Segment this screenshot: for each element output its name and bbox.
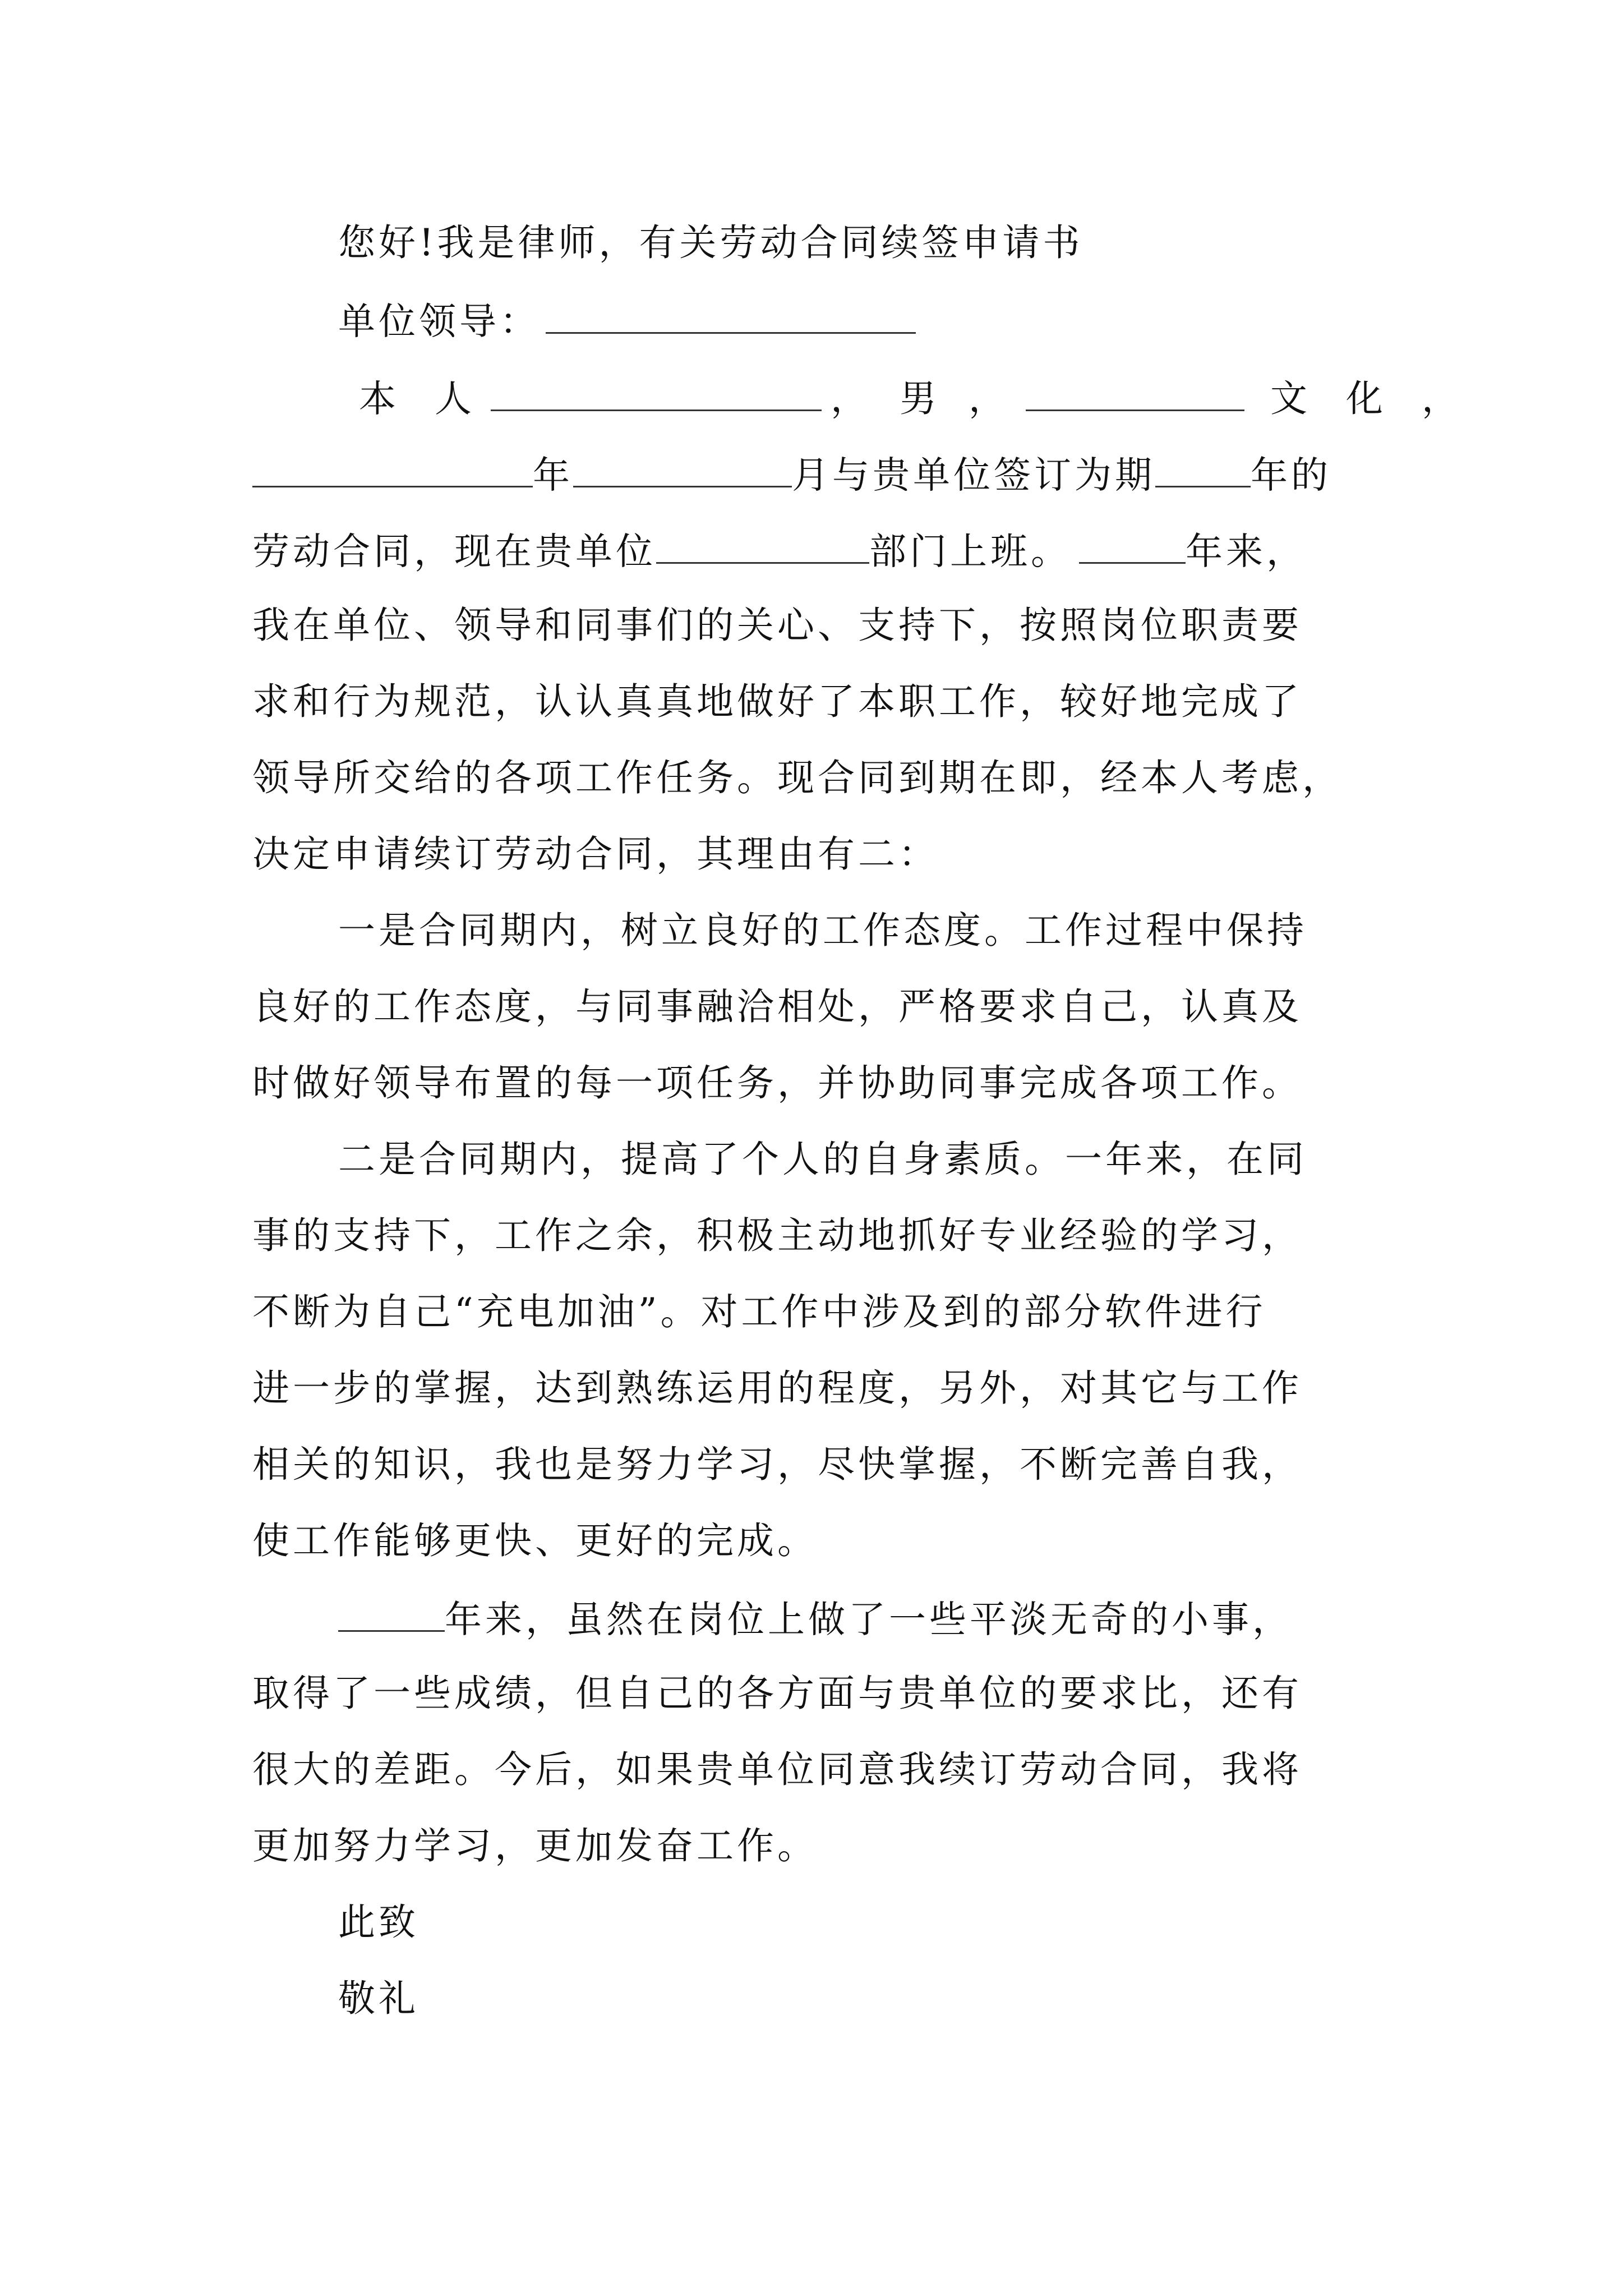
para1-line2 xyxy=(252,453,1331,497)
education-blank xyxy=(1026,378,1244,411)
para2-line2: 良好的工作态度，与同事融洽相处，严格要求自己，认真及 xyxy=(252,985,1302,1028)
para1-line3 xyxy=(252,530,1307,573)
para3-line4: 进一步的掌握，达到熟练运用的程度，另外，对其它与工作 xyxy=(252,1366,1302,1410)
document-title: 您好!我是律师，有关劳动合同续签申请书 xyxy=(338,221,1083,264)
name-blank xyxy=(491,378,822,411)
para3-line5: 相关的知识，我也是努力学习，尽快掌握，不断完善自我， xyxy=(252,1443,1302,1486)
self-label: 本 人 xyxy=(359,377,485,421)
para3-line1: 二是合同期内，提高了个人的自身素质。一年来，在同 xyxy=(338,1138,1307,1181)
years-count-blank-2 xyxy=(338,1599,445,1632)
month-blank xyxy=(573,454,792,487)
para3-line2: 事的支持下，工作之余，积极主动地抓好专业经验的学习， xyxy=(252,1214,1302,1257)
para1-line6: 领导所交给的各项工作任务。现合同到期在即，经本人考虑， xyxy=(252,756,1343,799)
salutation: 单位领导： xyxy=(338,300,540,343)
para1-line7: 决定申请续订劳动合同，其理由有二： xyxy=(252,832,939,876)
department-blank xyxy=(656,531,869,564)
para1-line1 xyxy=(359,377,1472,421)
years-count-blank xyxy=(1079,531,1186,564)
years-since-text: 年来， xyxy=(1186,530,1307,573)
closing-jing-li: 敬礼 xyxy=(338,1977,419,2020)
department-text: 部门上班。 xyxy=(869,530,1071,573)
para4-line4: 更加努力学习，更加发奋工作。 xyxy=(252,1824,818,1867)
years-suffix: 年的 xyxy=(1251,453,1331,497)
para4-line2: 取得了一些成绩，但自己的各方面与贵单位的要求比，还有 xyxy=(252,1672,1302,1715)
para4-line1-text: 年来，虽然在岗位上做了一些平淡无奇的小事， xyxy=(445,1598,1293,1641)
para3-line6: 使工作能够更快、更好的完成。 xyxy=(252,1519,818,1562)
para4-line3: 很大的差距。今后，如果贵单位同意我续订劳动合同，我将 xyxy=(252,1748,1302,1791)
contract-text: 劳动合同，现在贵单位 xyxy=(252,530,656,573)
term-text: 月与贵单位签订为期 xyxy=(792,453,1155,497)
leader-name-blank xyxy=(546,301,916,334)
year-label: 年 xyxy=(533,453,573,497)
year-blank xyxy=(252,454,533,487)
para1-line4: 我在单位、领导和同事们的关心、支持下，按照岗位职责要 xyxy=(252,604,1302,647)
para4-line1 xyxy=(338,1598,1293,1641)
salutation-line xyxy=(338,300,916,343)
para2-line1: 一是合同期内，树立良好的工作态度。工作过程中保持 xyxy=(338,909,1307,952)
para3-line3: 不断为自己“充电加油”。对工作中涉及到的部分软件进行 xyxy=(252,1290,1266,1333)
term-years-blank xyxy=(1155,454,1251,487)
gender-text: ， 男 ， xyxy=(830,377,1016,421)
para1-line5: 求和行为规范，认认真真地做好了本职工作，较好地完成了 xyxy=(252,680,1302,723)
para2-line3: 时做好领导布置的每一项任务，并协助同事完成各项工作。 xyxy=(252,1061,1302,1105)
closing-ci-zhi: 此致 xyxy=(338,1901,419,1944)
education-label: 文 化 ， xyxy=(1270,377,1472,421)
